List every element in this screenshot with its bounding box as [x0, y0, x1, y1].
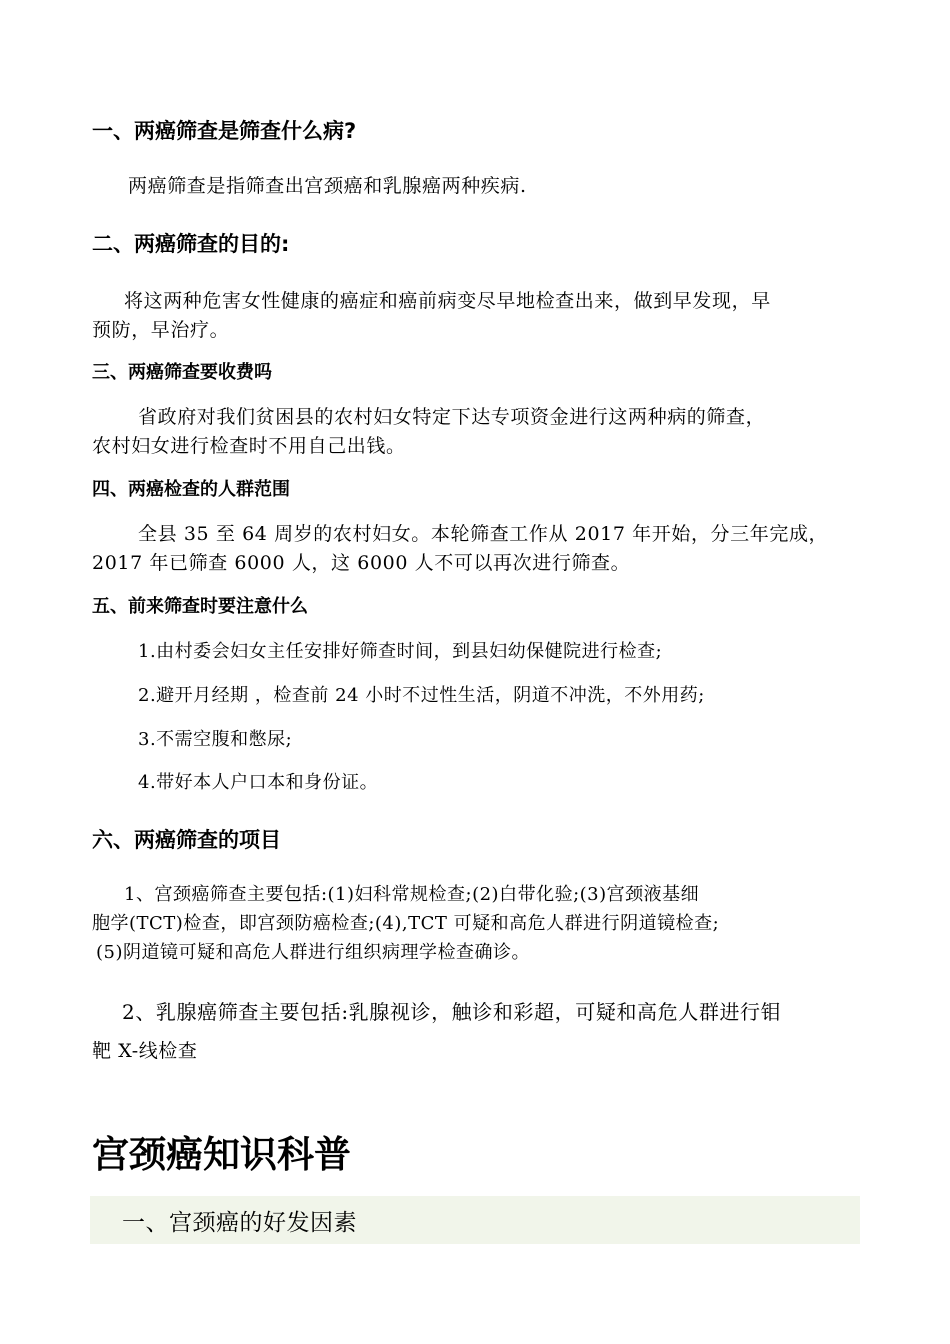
- section-5-heading: 五、前来筛查时要注意什么: [92, 596, 308, 617]
- section-2-heading: 二、两癌筛查的目的:: [92, 232, 290, 256]
- section-4-heading: 四、两癌检查的人群范围: [92, 479, 290, 500]
- section-6-p1-line: 1、宫颈癌筛查主要包括:(1)妇科常规检查;(2)白带化验;(3)宫颈液基细: [124, 884, 700, 905]
- section-6-p1-line: (5)阴道镜可疑和高危人群进行组织病理学检查确诊。: [96, 942, 530, 963]
- list-item: 4.带好本人户口本和身份证。: [138, 772, 379, 793]
- knowledge-subheading: 一、宫颈癌的好发因素: [122, 1210, 357, 1236]
- section-2-body-line: 将这两种危害女性健康的癌症和癌前病变尽早地检查出来，做到早发现，早: [124, 290, 771, 312]
- section-6-heading: 六、两癌筛查的项目: [92, 828, 281, 852]
- section-6-p2-line: 2、乳腺癌筛查主要包括:乳腺视诊，触诊和彩超，可疑和高危人群进行钼: [122, 1000, 782, 1024]
- list-item: 2.避开月经期 ，检查前 24 小时不过性生活，阴道不冲洗，不外用药;: [138, 685, 705, 706]
- section-2-body-line: 预防，早治疗。: [92, 319, 230, 341]
- section-4-body-line: 全县 35 至 64 周岁的农村妇女。本轮筛查工作从 2017 年开始，分三年完成，: [138, 523, 829, 545]
- section-3-body-line: 省政府对我们贫困县的农村妇女特定下达专项资金进行这两种病的筛查，: [138, 406, 766, 428]
- section-6-p2-line: 靶 X-线检查: [92, 1040, 198, 1062]
- section-4-body-line: 2017 年已筛查 6000 人，这 6000 人不可以再次进行筛查。: [92, 552, 631, 574]
- section-1-body-line: 两癌筛查是指筛查出宫颈癌和乳腺癌两种疾病.: [128, 175, 527, 197]
- section-3-heading: 三、两癌筛查要收费吗: [92, 362, 272, 383]
- list-item: 3.不需空腹和憋尿;: [138, 729, 293, 750]
- knowledge-title: 宫颈癌知识科普: [92, 1133, 351, 1176]
- list-item: 1.由村委会妇女主任安排好筛查时间，到县妇幼保健院进行检查;: [138, 641, 663, 662]
- section-6-p1-line: 胞学(TCT)检查，即宫颈防癌检查;(4),TCT 可疑和高危人群进行阴道镜检查;: [92, 913, 720, 934]
- section-1-heading: 一、两癌筛查是筛查什么病?: [92, 119, 357, 143]
- section-3-body-line: 农村妇女进行检查时不用自己出钱。: [92, 435, 406, 457]
